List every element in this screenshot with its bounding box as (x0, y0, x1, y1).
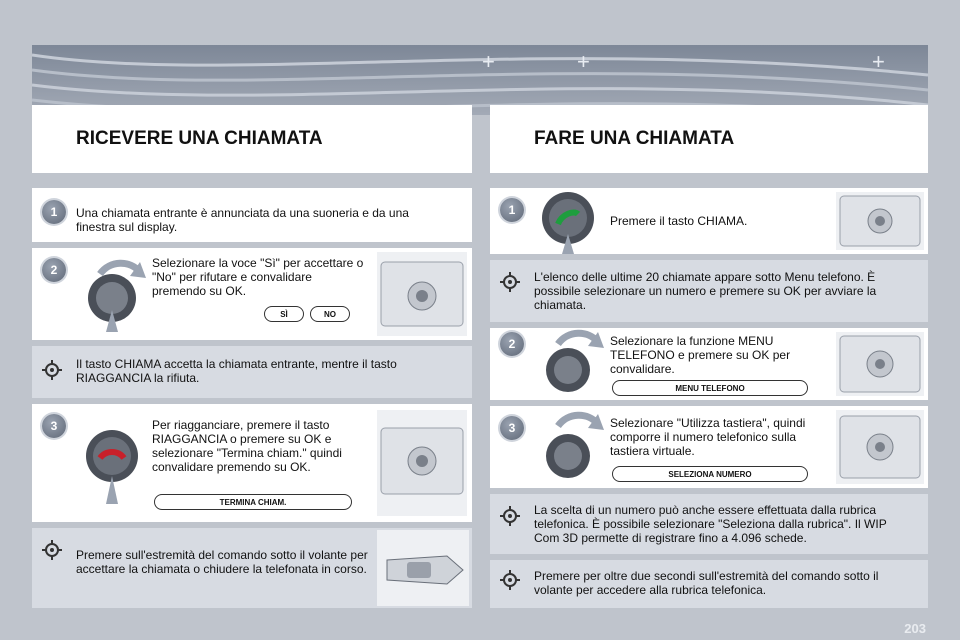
step-panel (32, 188, 472, 242)
radio-panel-image (377, 410, 467, 516)
tip-text: La scelta di un numero può anche essere effettuata dalla rubrica telefonica. È possibile selezionare "Seleziona dalla rubrica". Il WIP Com 3D permette di registrare fino a 4.096 schede. (534, 503, 887, 545)
radio-panel-image (836, 192, 924, 250)
step-panel (490, 328, 928, 400)
gear-icon (40, 538, 64, 562)
tip-text: Il tasto CHIAMA accetta la chiamata entrante, mentre il tasto RIAGGANCIA la rifiuta. (76, 357, 397, 385)
step-text: Una chiamata entrante è annunciata da una suoneria e da una finestra sul display. (76, 206, 409, 234)
rotary-knob-icon (538, 410, 608, 486)
step-number-badge: 2 (42, 258, 66, 282)
rotary-knob-icon (80, 254, 150, 334)
plus-mark-icon: + (577, 49, 590, 74)
menu-telefono-button[interactable]: MENU TELEFONO (612, 380, 808, 396)
plus-mark-icon: + (482, 49, 495, 74)
radio-panel-image (836, 410, 924, 484)
no-button[interactable]: NO (310, 306, 350, 322)
step-panel (490, 406, 928, 488)
phone-call-icon (538, 190, 598, 254)
radio-panel-image (836, 332, 924, 396)
step-text: Premere il tasto CHIAMA. (610, 214, 748, 228)
radio-panel-image (377, 252, 467, 336)
plus-mark-icon: + (872, 49, 885, 74)
step-text: Selezionare "Utilizza tastiera", quindi comporre il numero telefonico sulla tastiera virtuale. (610, 416, 806, 458)
step-number-badge: 1 (500, 198, 524, 222)
step-number-badge: 3 (42, 414, 66, 438)
tip-panel (490, 560, 928, 608)
phone-hangup-icon (82, 428, 152, 508)
gear-icon (498, 504, 522, 528)
step-panel (32, 248, 472, 340)
steering-stalk-image (377, 530, 469, 606)
tip-text: Premere sull'estremità del comando sotto il volante per accettare la chiamata o chiudere la telefonata in corso. (76, 548, 368, 576)
tip-panel (32, 346, 472, 398)
gear-icon (40, 358, 64, 382)
tip-text: L'elenco delle ultime 20 chiamate appare sotto Menu telefono. È possibile selezionare un numero e premere su OK per avviare la chiamata. (534, 270, 877, 312)
step-panel (32, 404, 472, 522)
step-number-badge: 1 (42, 200, 66, 224)
tip-text: Premere per oltre due secondi sull'estremità del comando sotto il volante per accedere alla rubrica telefonica. (534, 569, 879, 597)
tip-panel (490, 260, 928, 322)
yes-button[interactable]: SÌ (264, 306, 304, 322)
tip-panel (490, 494, 928, 554)
step-text: Selezionare la voce "Sì" per accettare o "No" per rifutare e convalidare premendo su OK. (152, 256, 364, 298)
rotary-knob-icon (538, 328, 608, 400)
section-title-make: FARE UNA CHIAMATA (490, 105, 928, 173)
seleziona-numero-button[interactable]: SELEZIONA NUMERO (612, 466, 808, 482)
step-number-badge: 3 (500, 416, 524, 440)
gear-icon (498, 568, 522, 592)
step-text: Selezionare la funzione MENU TELEFONO e premere su OK per convalidare. (610, 334, 791, 376)
page-number: 203 (904, 621, 926, 636)
gear-icon (498, 270, 522, 294)
section-title-receive: RICEVERE UNA CHIAMATA (32, 105, 472, 173)
tip-panel (32, 528, 472, 608)
step-text: Per riagganciare, premere il tasto RIAGGANCIA o premere su OK e selezionare "Termina chiam." quindi convalidare premendo su OK. (152, 418, 342, 474)
end-call-button[interactable]: TERMINA CHIAM. (154, 494, 352, 510)
step-number-badge: 2 (500, 332, 524, 356)
step-panel (490, 188, 928, 254)
